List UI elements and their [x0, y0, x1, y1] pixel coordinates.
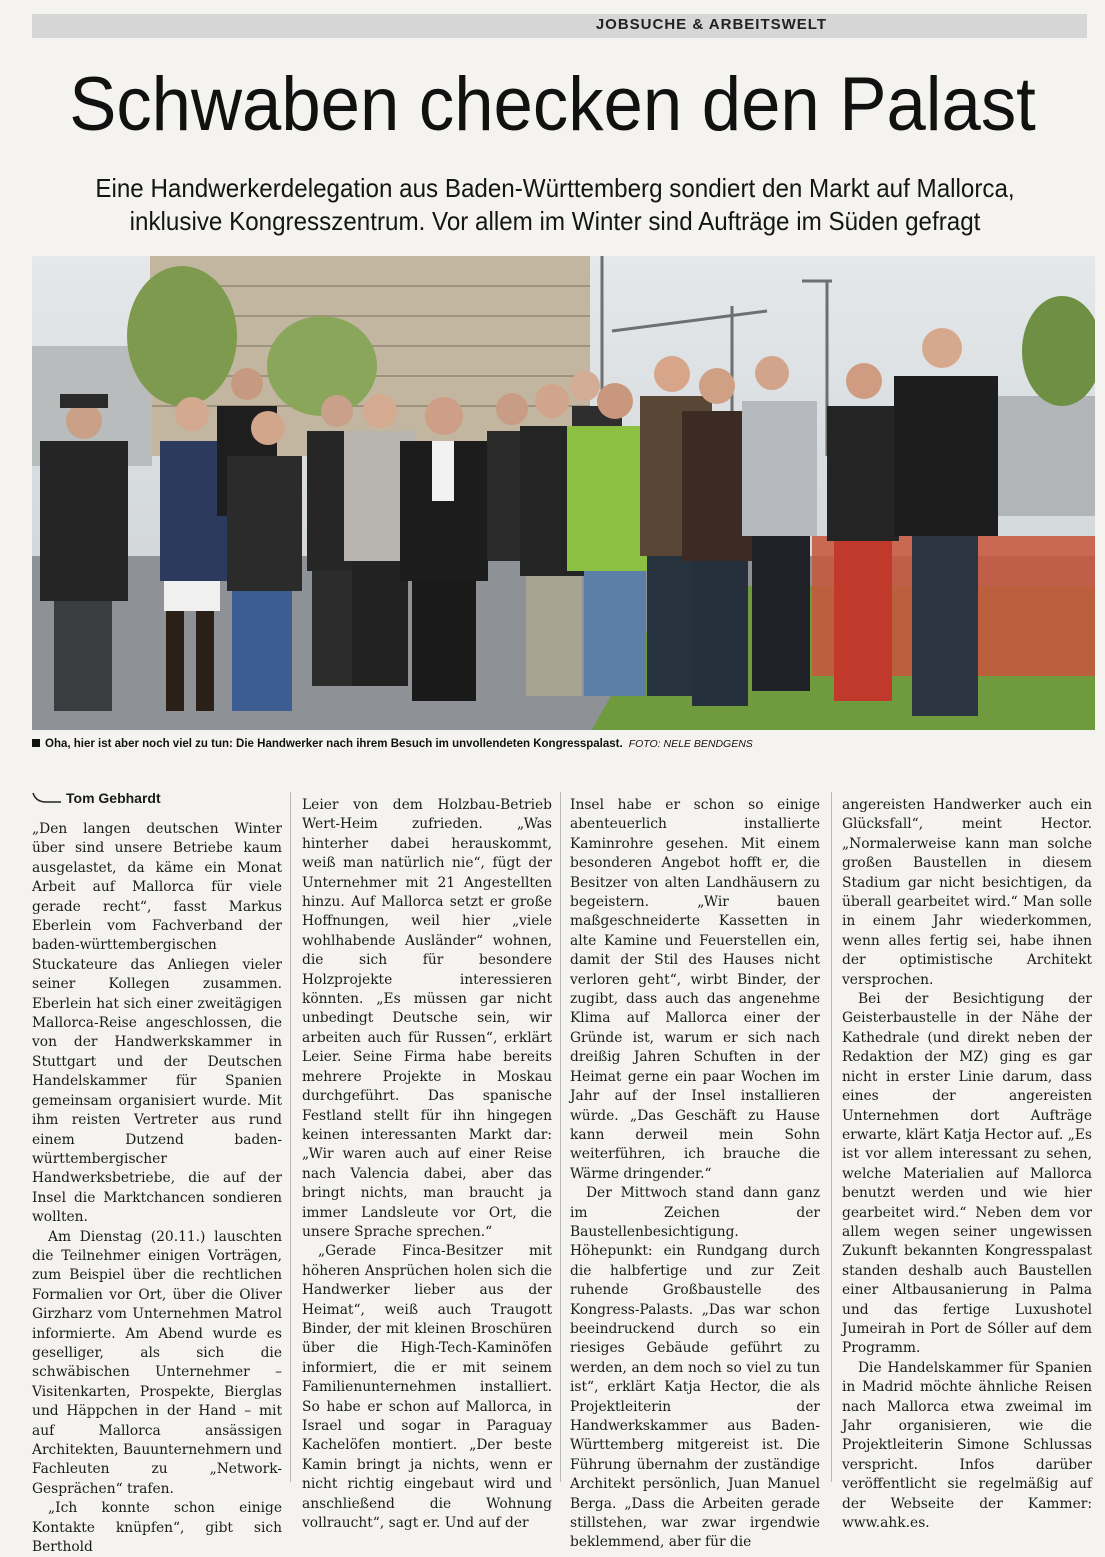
column-rule	[290, 792, 291, 1482]
article-column-1	[32, 820, 282, 1557]
paragraph: Insel habe er schon so einige abenteuerlich installierte Kaminrohre gesehen. Mit einem besonderen Angebot hofft er, die Besitzer von alten Landhäusern zu begeistern. „Wir bauen maßgeschneiderte Kassetten in alte Kamine und Feuerstellen ein, damit der Stil des Hauses nicht verloren geht“, wirbt Binder, der zugibt, dass auch das angenehme Klima auf Mallorca einer der Gründe ist, warum er sich nach dreißig Jahren Schuften in der Heimat gerne ein paar Wochen im Jahr auf der Insel installieren würde. „Das Geschäft zu Hause kann derweil mein Sohn weiterführen, ich brauche die Wärme dringender.“	[570, 797, 820, 1182]
paragraph: Am Dienstag (20.11.) lauschten die Teilnehmer einigen Vorträgen, zum Beispiel über die rechtlichen Formalien vor Ort, über die Oliver Girzharz vom Unternehmen Matrol informierte. Am Abend wurde es geselliger, als sich die schwäbischen Unternehmer – Visitenkarten, Prospekte, Bierglas und Häppchen in der Hand – mit auf Mallorca ansässigen Architekten, Bauunternehmern und Fachleuten zu „Network-Gesprächen“ trafen.	[32, 1228, 283, 1497]
article-column-2	[302, 796, 552, 1533]
paragraph: angereisten Handwerker auch ein Glücksfall“, meint Hector. „Normalerweise kann man solche großen Baustellen in diesem Stadium gar nicht besichtigen, da überall gearbeitet wird.“ Man solle in einem Jahr wiederkommen, wenn alles fertig sei, habe ihnen der optimistische Architekt versprochen.	[842, 797, 1092, 988]
byline	[32, 790, 282, 810]
group-photo-illustration	[32, 256, 1095, 730]
article-column-3	[570, 796, 820, 1553]
paragraph: Der Mittwoch stand dann ganz im Zeichen der Baustellenbesichtigung. Höhepunkt: ein Rundgang durch die halbfertige und zur Zeit ruhende Großbaustelle des Kongress-Palasts. „Das war schon beeindruckend durch so ein riesiges Gebäude geführt zu werden, an dem noch so viel zu tun ist“, erklärt Katja Hector, die als Projektleiterin der Handwerkskammer aus Baden-Württemberg mitgereist ist. Die Führung übernahm der zuständige Architekt persönlich, Juan Manuel Berga. „Dass die Arbeiten gerade stillstehen, war zwar irgendwie beklemmend, aber für die	[570, 1185, 820, 1551]
byline-swoosh-icon	[32, 792, 62, 804]
author-name: Tom Gebhardt	[66, 790, 161, 806]
column-rule	[560, 792, 561, 1482]
paragraph: „Den langen deutschen Winter über sind unsere Betriebe kaum ausgelastet, da käme ein Monat Arbeit auf Mallorca für viele gerade recht“, fasst Markus Eberlein vom Fachverband der baden-württembergischen Stuckateure das Anliegen vieler seiner Kollegen zusammen. Eberlein hat sich einer zweitägigen Mallorca-Reise angeschlossen, die von der Handwerkskammer in Stuttgart und der Deutschen Handelskammer für Spanien gemeinsam organisiert wurde. Mit ihm reisten Vertreter aus rund einem Dutzend baden-württembergischer Handwerksbetriebe, die auf der Insel die Marktchancen sondieren wollten.	[32, 821, 282, 1226]
article-column-4	[842, 796, 1092, 1533]
paragraph: Bei der Besichtigung der Geisterbaustelle in der Nähe der Kathedrale (und direkt neben der Redaktion der MZ) ging es gar nicht in erster Linie darum, dass eines der angereisten Unternehmen dort Aufträge erwarte, klärt Katja Hector auf. „Es ist vor allem interessant zu sehen, welche Materialien auf Mallorca benutzt werden und wie hier gearbeitet wird.“ Neben dem vor allem wegen seiner ungewissen Zukunft bekannten Kongresspalast standen deshalb auch Baustellen einer Altbausanierung in Palma und das fertige Luxushotel Jumeirah in Port de Sóller auf dem Programm.	[842, 991, 1092, 1357]
subheadline: Eine Handwerkerdelegation aus Baden-Württemberg sondiert den Markt auf Mallorca, inklusive Kongresszentrum. Vor allem im Winter sind Aufträge im Süden gefragt	[95, 173, 1015, 236]
paragraph: „Ich konnte schon einige Kontakte knüpfen“, gibt sich Berthold	[32, 1500, 282, 1556]
headline: Schwaben checken den Palast	[69, 62, 1036, 147]
photo-credit: FOTO: NELE BENDGENS	[628, 738, 753, 750]
section-header-bar	[32, 14, 1087, 38]
article-photo	[32, 256, 1095, 730]
caption-marker	[32, 739, 40, 747]
caption-text: Oha, hier ist aber noch viel zu tun: Die Handwerker nach ihrem Besuch im unvollendeten Kongresspalast.	[45, 738, 623, 750]
section-label: JOBSUCHE & ARBEITSWELT	[595, 16, 827, 33]
paragraph: Leier von dem Holzbau-Betrieb Wert-Heim zufrieden. „Was hinterher dabei herauskommt, weiß man natürlich nie“, fügt der Unternehmer mit 21 Angestellten hinzu. Auf Mallorca setzt er große Hoffnungen, weil hier „viele wohlhabende Ausländer“ wohnen, die sich für besondere Holzprojekte interessieren könnten. „Es müssen gar nicht unbedingt Deutsche sein, wir arbeiten auch für Russen“, erklärt Leier. Seine Firma habe bereits mehrere Projekte in Moskau durchgeführt. Das spanische Festland stellt für ihn hingegen keinen interessanten Markt dar: „Wir waren auch auf einer Reise nach Valencia dabei, aber das bringt nichts, man braucht ja immer Landsleute vor Ort, die unsere Sprache sprechen.“	[302, 797, 552, 1240]
column-rule	[831, 792, 832, 1482]
paragraph: „Gerade Finca-Besitzer mit höheren Ansprüchen holen sich die Handwerker lieber aus der Heimat“, weiß auch Traugott Binder, der mit kleinen Broschüren über die High-Tech-Kaminöfen informiert, die er mit seinem Familienunternehmen installiert. So habe er schon auf Mallorca, in Israel und sogar in Paraguay Kachelöfen montiert. „Der beste Kamin bringt ja nichts, wenn er nicht richtig eingebaut wird und anschließend die Wohnung vollraucht“, sagt er. Und auf der	[302, 1243, 552, 1532]
photo-caption	[32, 738, 1092, 750]
paragraph: Die Handelskammer für Spanien in Madrid möchte ähnliche Reisen nach Mallorca etwa zweimal im Jahr organisieren, wie die Projektleiterin Simone Schlussas verspricht. Infos darüber veröffentlicht sie regelmäßig auf der Webseite der Kammer: www.ahk.es.	[842, 1359, 1092, 1532]
